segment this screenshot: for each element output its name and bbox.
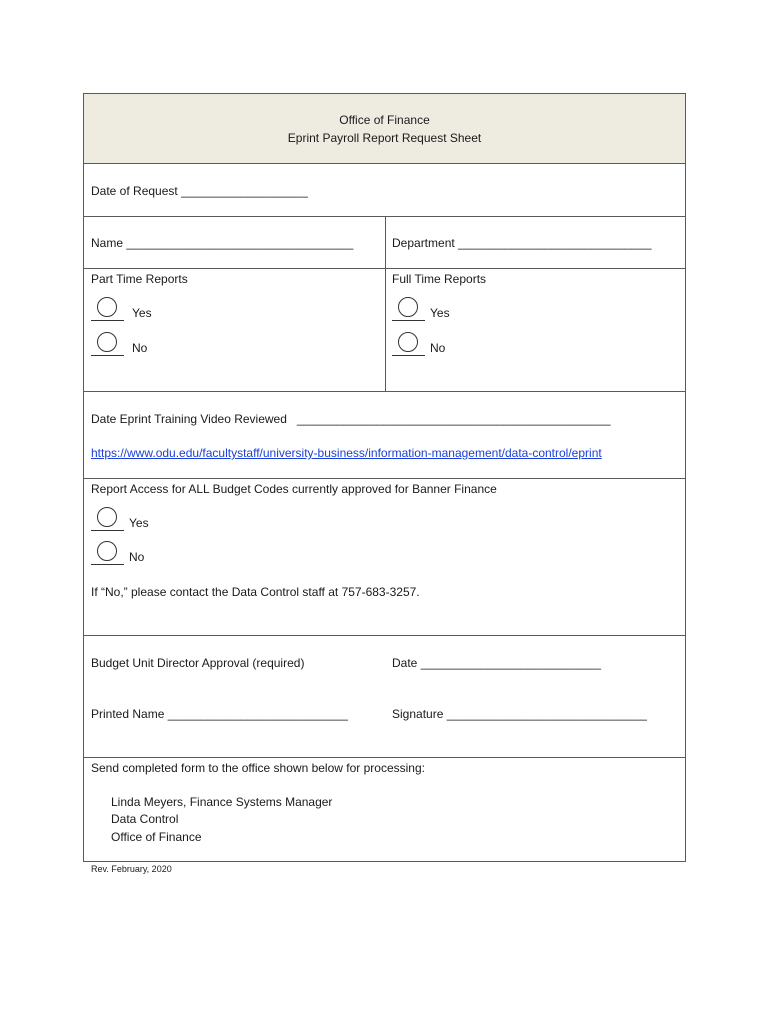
divider [84, 391, 685, 392]
name-label: Name [91, 236, 124, 250]
radio-circle-icon [97, 541, 117, 561]
training-label: Date Eprint Training Video Reviewed [91, 412, 287, 426]
date-of-request-label: Date of Request [91, 184, 178, 198]
part-time-no-label: No [132, 341, 148, 355]
form-header [84, 94, 685, 164]
access-yes-radio[interactable] [91, 507, 124, 531]
printed-name-field[interactable] [91, 707, 348, 721]
access-no-label: No [129, 550, 145, 564]
access-no-radio[interactable] [91, 541, 124, 565]
approval-date-field[interactable] [392, 656, 601, 670]
revision-note: Rev. February, 2020 [91, 864, 172, 874]
radio-circle-icon [398, 297, 418, 317]
name-field[interactable] [91, 236, 353, 250]
printed-name-label: Printed Name [91, 707, 165, 721]
full-time-yes-radio[interactable] [392, 297, 425, 321]
column-divider [385, 216, 386, 391]
office-title: Office of Finance [339, 113, 430, 127]
part-time-yes-radio[interactable] [91, 297, 124, 321]
printed-name-line[interactable]: ___________________________ [167, 707, 348, 721]
part-time-no-radio[interactable] [91, 332, 124, 356]
access-yes-label: Yes [129, 516, 149, 530]
name-line[interactable]: __________________________________ [126, 236, 354, 250]
signature-line[interactable]: ______________________________ [446, 707, 647, 721]
training-line[interactable]: _______________________________________________ [296, 412, 611, 426]
request-form [83, 93, 686, 862]
director-approval-label: Budget Unit Director Approval (required) [91, 656, 305, 670]
part-time-label: Part Time Reports [91, 272, 188, 286]
full-time-no-label: No [430, 341, 446, 355]
approval-date-line[interactable]: ___________________________ [420, 656, 601, 670]
signature-label: Signature [392, 707, 444, 721]
address-line: Data Control [111, 812, 179, 826]
radio-circle-icon [97, 332, 117, 352]
date-of-request-line[interactable]: ___________________ [181, 184, 308, 198]
divider [84, 478, 685, 479]
full-time-yes-label: Yes [430, 306, 450, 320]
training-field[interactable] [91, 412, 611, 426]
radio-circle-icon [398, 332, 418, 352]
part-time-yes-label: Yes [132, 306, 152, 320]
divider [84, 757, 685, 758]
divider [84, 268, 685, 269]
divider [84, 635, 685, 636]
access-label: Report Access for ALL Budget Codes currently approved for Banner Finance [91, 482, 497, 496]
date-of-request-field[interactable] [91, 184, 308, 198]
department-field[interactable] [392, 236, 652, 250]
signature-field[interactable] [392, 707, 647, 721]
address-line: Office of Finance [111, 830, 202, 844]
address-line: Linda Meyers, Finance Systems Manager [111, 795, 333, 809]
radio-circle-icon [97, 297, 117, 317]
eprint-link[interactable]: https://www.odu.edu/facultystaff/university-business/information-management/data-control/eprint [91, 446, 602, 460]
full-time-no-radio[interactable] [392, 332, 425, 356]
send-instruction: Send completed form to the office shown below for processing: [91, 761, 425, 775]
form-title: Eprint Payroll Report Request Sheet [287, 131, 482, 145]
radio-circle-icon [97, 507, 117, 527]
access-note: If “No,” please contact the Data Control staff at 757-683-3257. [91, 585, 420, 599]
full-time-label: Full Time Reports [392, 272, 487, 286]
department-line[interactable]: _____________________________ [458, 236, 652, 250]
approval-date-label: Date [392, 656, 418, 670]
department-label: Department [392, 236, 455, 250]
